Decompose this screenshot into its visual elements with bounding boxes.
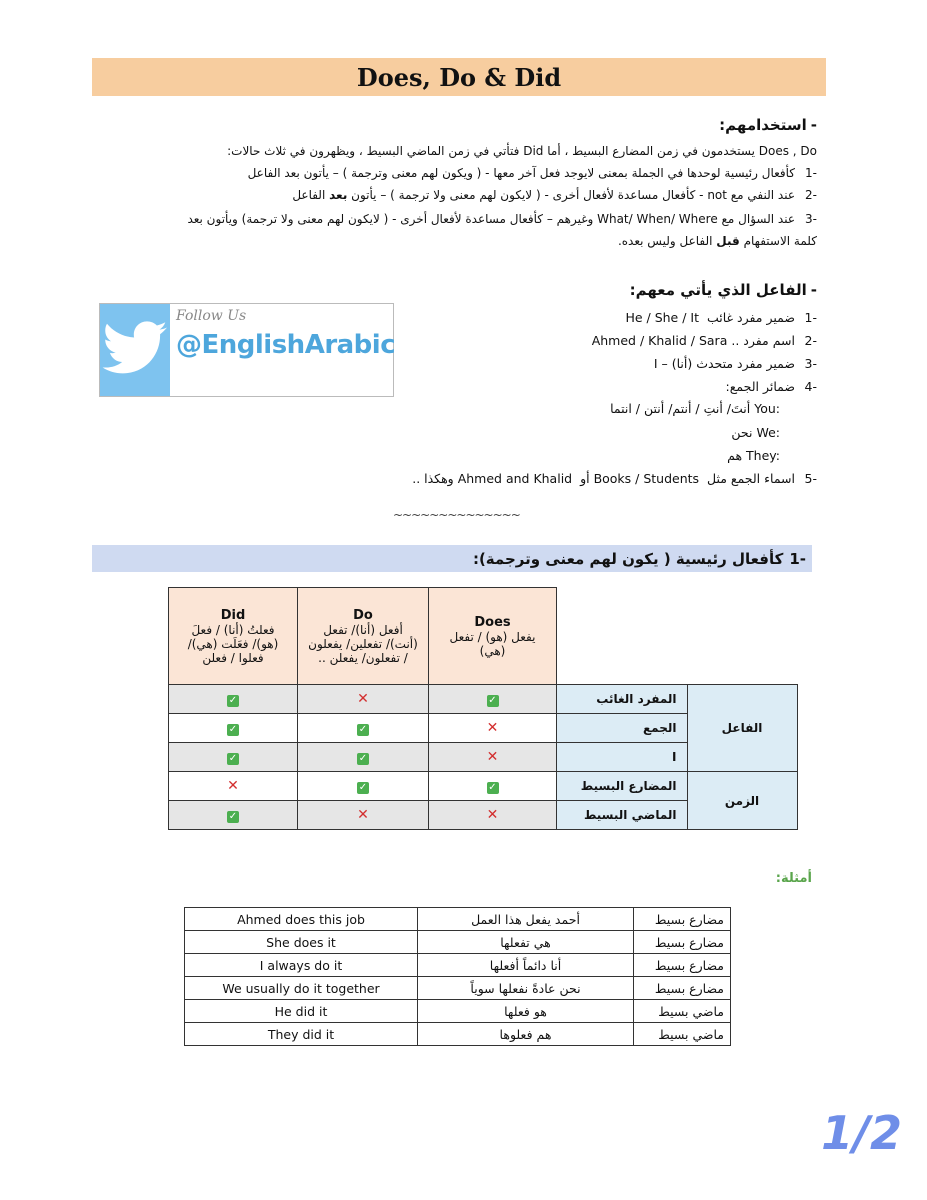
cell-did [169, 714, 298, 743]
example-english: We usually do it together [185, 977, 418, 1000]
section1-bar [92, 545, 812, 572]
example-tense: مضارع بسيط [634, 954, 731, 977]
example-arabic: هم فعلوها [418, 1023, 634, 1046]
row-label: المفرد الغائب [557, 685, 688, 714]
subjects-heading-text: الفاعل الذي يأتي معهم: [629, 281, 807, 299]
check-icon: ✓ [358, 723, 368, 735]
separator: ~~~~~~~~~~~~~~ [393, 508, 520, 522]
usage-heading: - استخدامهم: [719, 116, 817, 134]
twitter-bird-icon [100, 304, 170, 396]
row-label: الجمع [557, 714, 688, 743]
cross-icon: ✕ [357, 691, 369, 707]
usage-heading-text: استخدامهم: [719, 116, 807, 134]
check-icon: ✓ [358, 781, 368, 793]
check-icon: ✓ [358, 752, 368, 764]
check-icon: ✓ [488, 781, 497, 793]
example-english: She does it [185, 931, 418, 954]
cell-do [298, 714, 429, 743]
section1-number: -1 [789, 549, 806, 568]
cell-do [298, 801, 429, 830]
check-icon: ✓ [228, 723, 238, 735]
example-arabic: أنا دائماً أفعلها [418, 954, 634, 977]
cell-does [429, 714, 557, 743]
header-did: Did فعلتُ (أنا) / فعلَ (هو)/ فعَلَت (هي)/ فعلوا / فعلن [169, 588, 298, 685]
usage-item-3-continued: كلمة الاستفهام قبل الفاعل وليس بعده. [617, 234, 817, 248]
page-number: 1/2 [821, 1106, 902, 1160]
cross-icon: ✕ [486, 807, 499, 823]
cross-icon: ✕ [357, 807, 369, 823]
example-tense: مضارع بسيط [634, 977, 731, 1000]
follow-us-text: Follow Us [176, 308, 247, 324]
check-icon: ✓ [228, 752, 238, 764]
header-does: Does يفعل (هو) / تفعل (هي) [429, 588, 557, 685]
plural-we: We: نحن [731, 425, 780, 440]
cell-do [298, 685, 429, 714]
group-label-tense: الزمن [687, 772, 797, 830]
row-label: I [557, 743, 688, 772]
check-icon: ✓ [228, 810, 238, 822]
table-row [169, 685, 798, 714]
table-row [185, 954, 731, 977]
examples-table [184, 907, 731, 1046]
cross-icon: ✕ [486, 720, 499, 736]
usage-item-1: -1كأفعال رئيسية لوحدها في الجملة بمعنى لايوجد فعل آخر معها - ( ويكون لهم معنى وترجمة ) – يأتون بعد الفاعل [247, 166, 817, 180]
cell-does [429, 685, 557, 714]
cell-does [429, 801, 557, 830]
check-icon: ✓ [228, 694, 238, 706]
page-title: Does, Do & Did [356, 62, 562, 92]
cell-did [169, 743, 298, 772]
grid-header-row [169, 588, 798, 685]
example-arabic: نحن عادةً نفعلها سوياً [418, 977, 634, 1000]
subjects-heading: - الفاعل الذي يأتي معهم: [629, 281, 817, 299]
plural-you: You: أنتَ/ أنتِ / أنتم/ أنتن / انتما [610, 401, 780, 416]
cell-do [298, 743, 429, 772]
check-icon: ✓ [488, 694, 497, 706]
row-label: الماضي البسيط [557, 801, 688, 830]
header-do: Do أفعل (أنا)/ تفعل (أنت)/ تفعلين/ يفعلون / تفعلون/ يفعلن .. [298, 588, 429, 685]
cross-icon: ✕ [227, 778, 239, 794]
table-row [185, 977, 731, 1000]
subject-item-5: -5اسماء الجمع مثل Books / Students أو Ahmed and Khalid وهكذا .. [412, 471, 817, 486]
example-tense: ماضي بسيط [634, 1023, 731, 1046]
cell-did [169, 685, 298, 714]
table-row [185, 931, 731, 954]
subject-item-3: -3ضمير مفرد متحدث (أنا) – I [653, 356, 817, 371]
cell-did [169, 801, 298, 830]
table-row [169, 772, 798, 801]
example-tense: مضارع بسيط [634, 908, 731, 931]
usage-intro: Does , Do يستخدمون في زمن المضارع البسيط ، أما Did فتأتي في زمن الماضي البسيط ، ويظهرون في ثلاث حالات: [227, 144, 817, 158]
subject-item-4: -4ضمائر الجمع: [725, 379, 817, 394]
examples-label: أمثلة: [775, 871, 812, 886]
cell-did [169, 772, 298, 801]
section1-title: كأفعال رئيسية ( يكون لهم معنى وترجمة): [472, 549, 784, 568]
example-arabic: أحمد يفعل هذا العمل [418, 908, 634, 931]
example-english: Ahmed does this job [185, 908, 418, 931]
cell-does [429, 743, 557, 772]
example-arabic: هي تفعلها [418, 931, 634, 954]
example-tense: مضارع بسيط [634, 931, 731, 954]
cell-do [298, 772, 429, 801]
group-label-subject: الفاعل [687, 685, 797, 772]
cross-icon: ✕ [486, 749, 499, 765]
twitter-handle: @EnglishArabic [176, 330, 396, 360]
twitter-logo-banner [99, 303, 394, 397]
cell-does [429, 772, 557, 801]
verb-usage-table [168, 587, 798, 830]
example-arabic: هو فعلها [418, 1000, 634, 1023]
table-row [185, 908, 731, 931]
usage-item-2: -2عند النفي مع not - كأفعال مساعدة لأفعال أخرى - ( لايكون لهم معنى ولا ترجمة ) – يأتون بعد الفاعل [292, 188, 817, 202]
example-english: They did it [185, 1023, 418, 1046]
subject-item-1: -1ضمير مفرد غائب He / She / It [625, 310, 817, 325]
plural-they: They: هم [727, 448, 780, 463]
table-row [185, 1000, 731, 1023]
title-banner [92, 58, 826, 96]
example-english: I always do it [185, 954, 418, 977]
table-row [185, 1023, 731, 1046]
subject-item-2: -2اسم مفرد .. Ahmed / Khalid / Sara [591, 333, 817, 348]
row-label: المضارع البسيط [557, 772, 688, 801]
example-tense: ماضي بسيط [634, 1000, 731, 1023]
example-english: He did it [185, 1000, 418, 1023]
usage-item-3: -3عند السؤال مع What/ When/ Where وغيرهم – كأفعال مساعدة لأفعال أخرى - ( لايكون لهم معنى ولا ترجمة) ويأتون بعد [187, 212, 817, 226]
